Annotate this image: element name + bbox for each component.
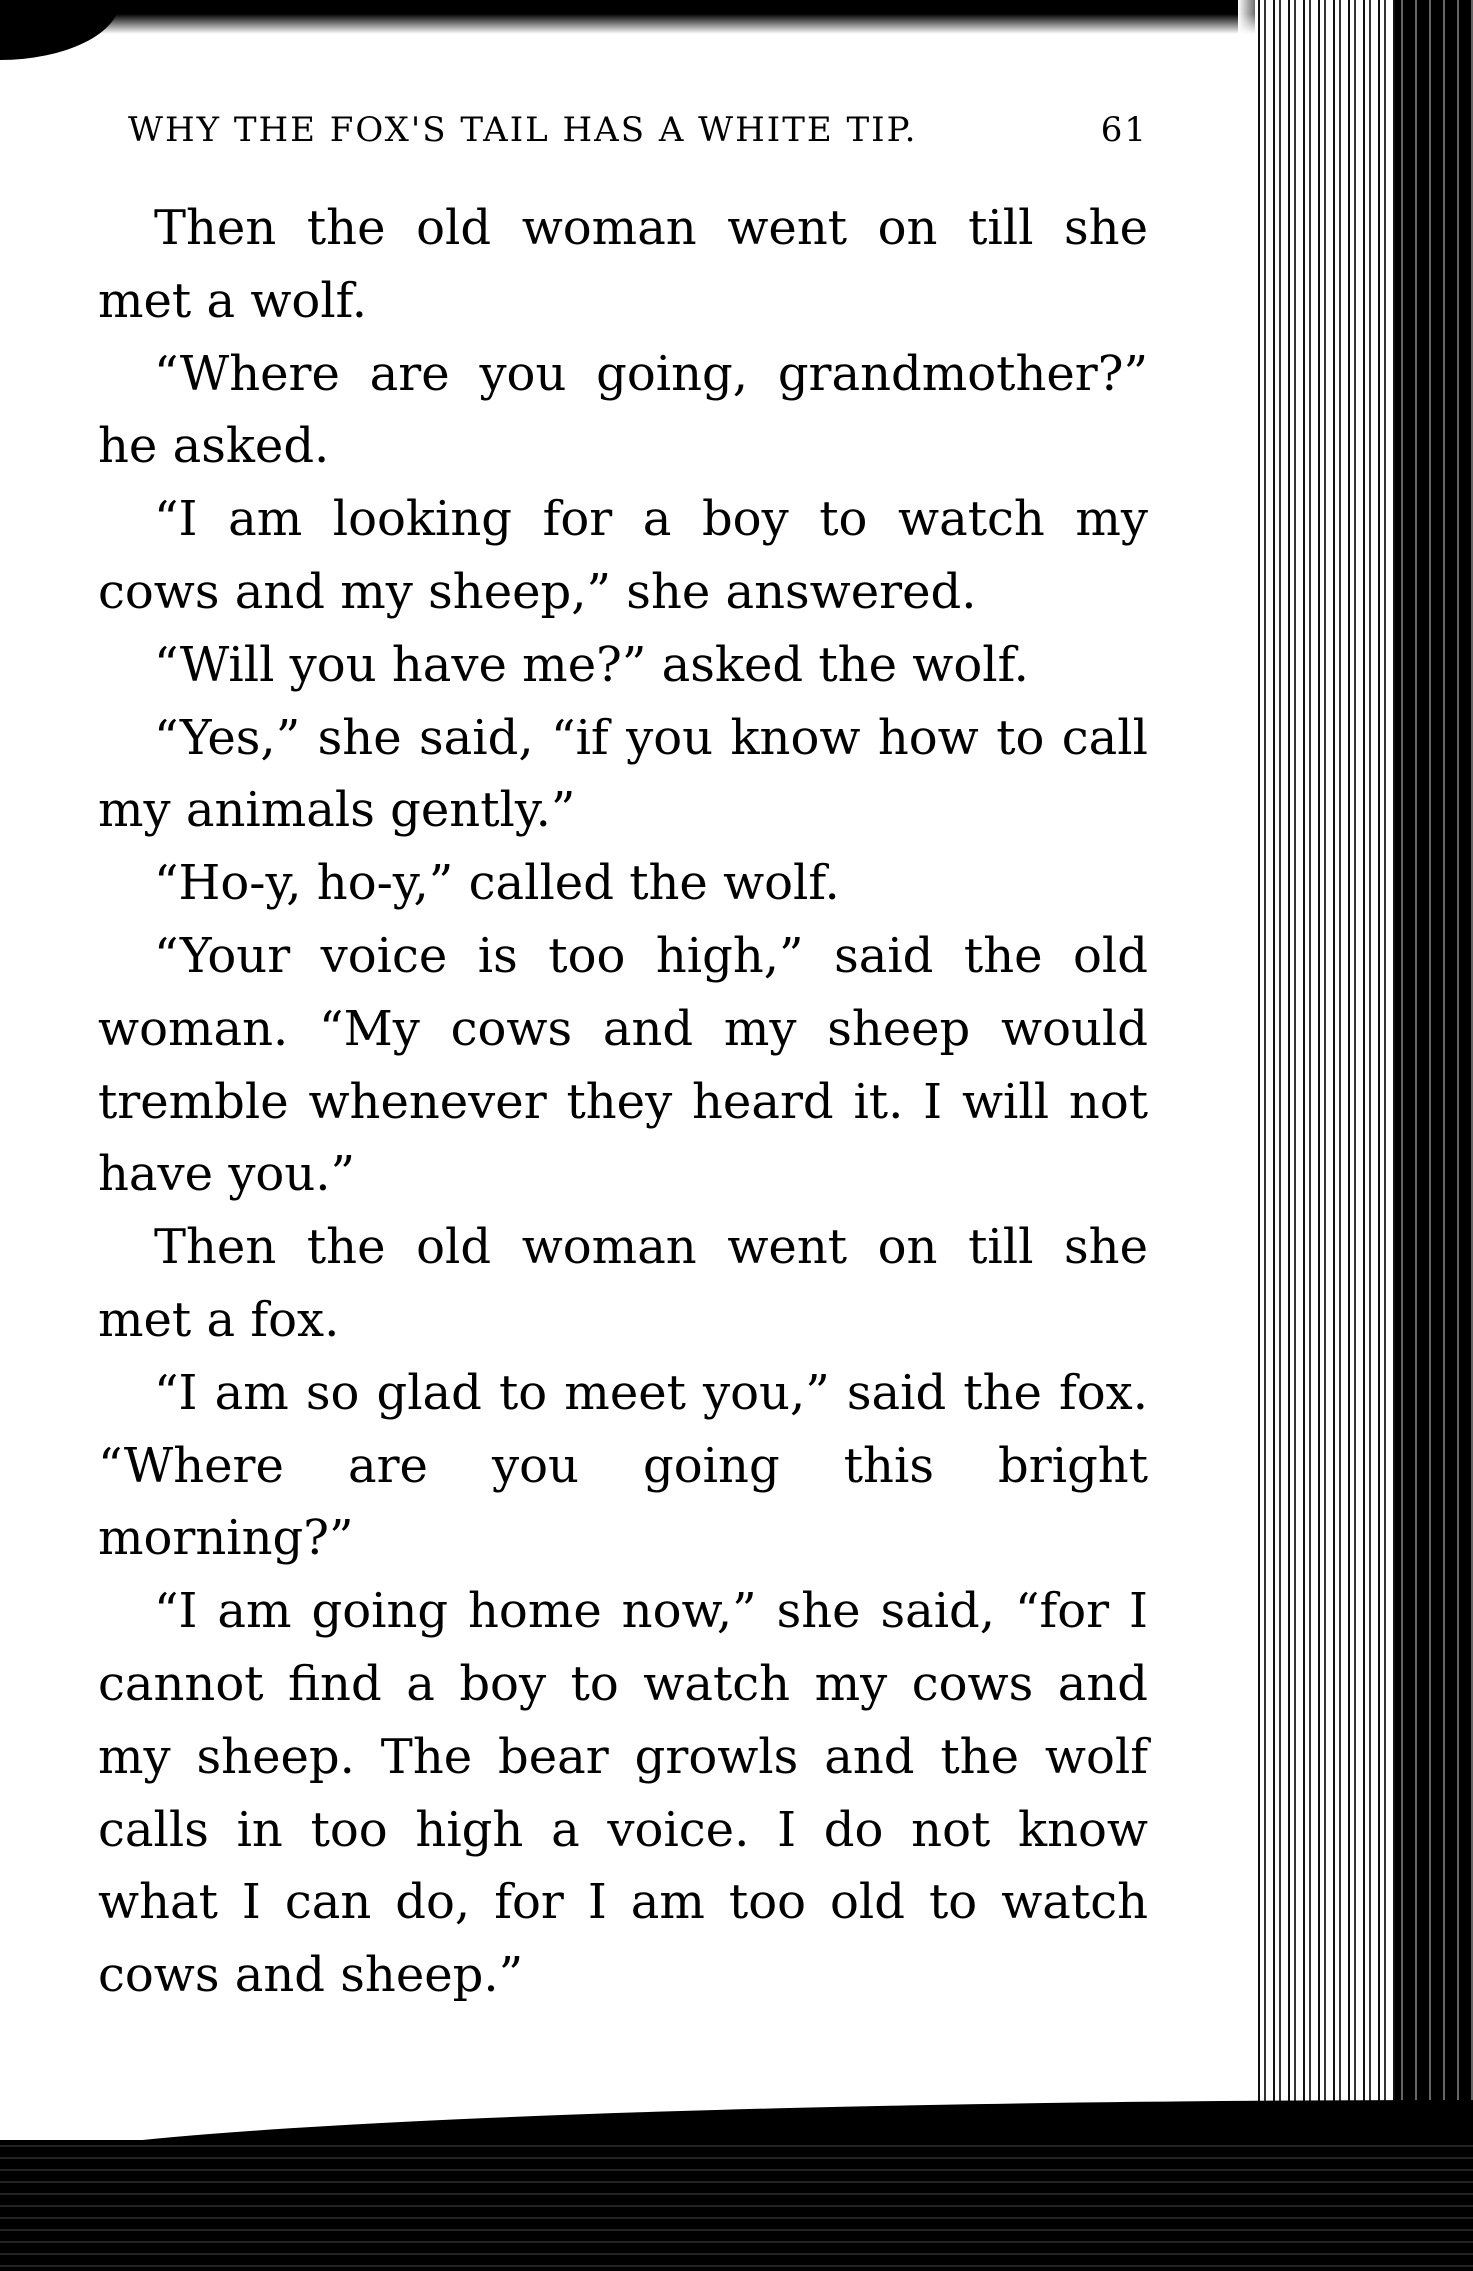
book-spine-shadow [1395, 0, 1473, 2271]
paragraph: “Yes,” she said, “if you know how to call my animals gently.” [98, 709, 1148, 839]
page-number: 61 [1100, 110, 1148, 150]
paragraph: “I am looking for a boy to watch my cows and my sheep,” she answered. [98, 491, 1148, 620]
paragraph: Then the old woman went on till she met a fox. [98, 1219, 1148, 1348]
paragraph: Then the old woman went on till she met a wolf. [98, 200, 1148, 329]
paragraph: “I am so glad to meet you,” said the fox. “Where are you going this bright morning?” [98, 1364, 1148, 1567]
page-body [98, 192, 1148, 2012]
scan-top-left-shadow [0, 0, 120, 60]
running-title: WHY THE FOX'S TAIL HAS A WHITE TIP. [128, 110, 918, 150]
paragraph: “Ho-y, ho-y,” called the wolf. [154, 855, 840, 912]
paragraph: “I am going home now,” she said, “for I cannot find a boy to watch my cows and my sheep. The bear growls and the wolf calls in too high a voice. I do not know what I can do, for I am too old to watch cows and sheep.” [98, 1583, 1148, 2004]
paragraph: “Will you have me?” asked the wolf. [154, 636, 1029, 693]
running-header [128, 108, 1148, 152]
paragraph: “Your voice is too high,” said the old woman. “My cows and my sheep would tremble whenever they heard it. I will not have you.” [98, 927, 1148, 1203]
paragraph: “Where are you going, grandmother?” he asked. [98, 345, 1148, 475]
scan-bottom-border [0, 2140, 1473, 2271]
